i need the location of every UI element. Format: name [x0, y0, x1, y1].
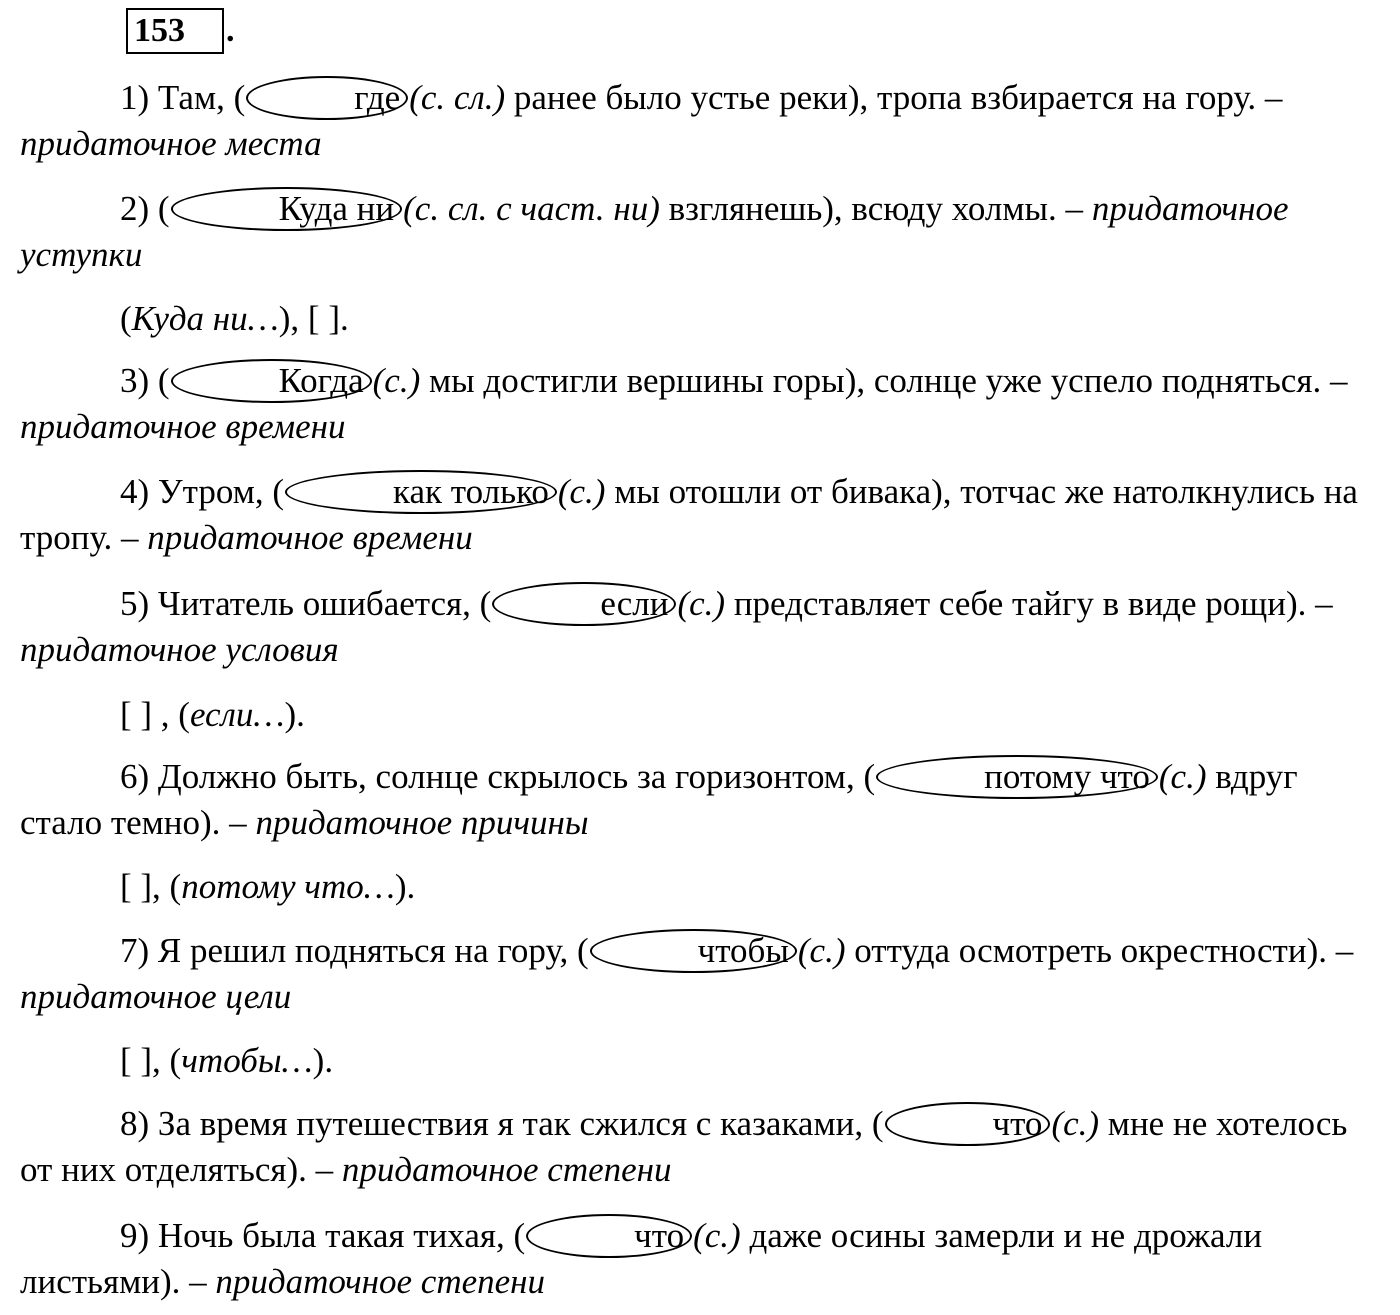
sentence-7: 7) Я решил подняться на гору, ( чтобы (с.) оттуда осмотреть окрестности). – придаточное цели: [20, 931, 1354, 1016]
sentence-8: 8) За время путешествия я так сжился с казаками, ( что (с.) мне не хотелось от них отделяться). – придаточное степени: [20, 1104, 1348, 1189]
conjunction-circled: как только: [285, 470, 557, 514]
conjunction-circled: чтобы: [590, 929, 797, 973]
sentence-4: 4) Утром, ( как только (с.) мы отошли от бивака), тотчас же натолкнулись на тропу. – придаточное времени: [20, 472, 1358, 557]
conjunction-circled: где: [246, 76, 408, 120]
schema-5: [ ] , (если…).: [120, 695, 305, 734]
exercise-number: 153: [126, 8, 224, 54]
schema-7: [ ], (чтобы…).: [120, 1041, 334, 1080]
sentence-1: 1) Там, ( где (с. сл.) ранее было устье реки), тропа взбирается на гору. – придаточное места: [20, 78, 1283, 163]
schema-2: (Куда ни…), [ ].: [120, 299, 349, 338]
conjunction-circled: потому что: [876, 755, 1158, 799]
sentence-2: 2) ( Куда ни (с. сл. с част. ни) взглянешь), всюду холмы. – придаточное уступки: [20, 189, 1289, 274]
conjunction-circled: Когда: [171, 359, 372, 403]
conjunction-circled: если: [492, 582, 676, 626]
sentence-5: 5) Читатель ошибается, ( если (с.) представляет себе тайгу в виде рощи). – придаточное условия: [20, 584, 1333, 669]
sentence-3: 3) ( Когда (с.) мы достигли вершины горы), солнце уже успело подняться. – придаточное времени: [20, 361, 1348, 446]
exercise-number-dot: .: [226, 12, 235, 49]
sentence-6: 6) Должно быть, солнце скрылось за горизонтом, ( потому что (с.) вдруг стало темно). – придаточное причины: [20, 757, 1298, 842]
schema-6: [ ], (потому что…).: [120, 867, 416, 906]
conjunction-circled: что: [885, 1102, 1051, 1146]
conjunction-circled: Куда ни: [171, 187, 403, 231]
sentence-9: 9) Ночь была такая тихая, ( что (с.) даже осины замерли и не дрожали листьями). – придаточное степени: [20, 1216, 1263, 1301]
conjunction-circled: что: [526, 1214, 692, 1258]
